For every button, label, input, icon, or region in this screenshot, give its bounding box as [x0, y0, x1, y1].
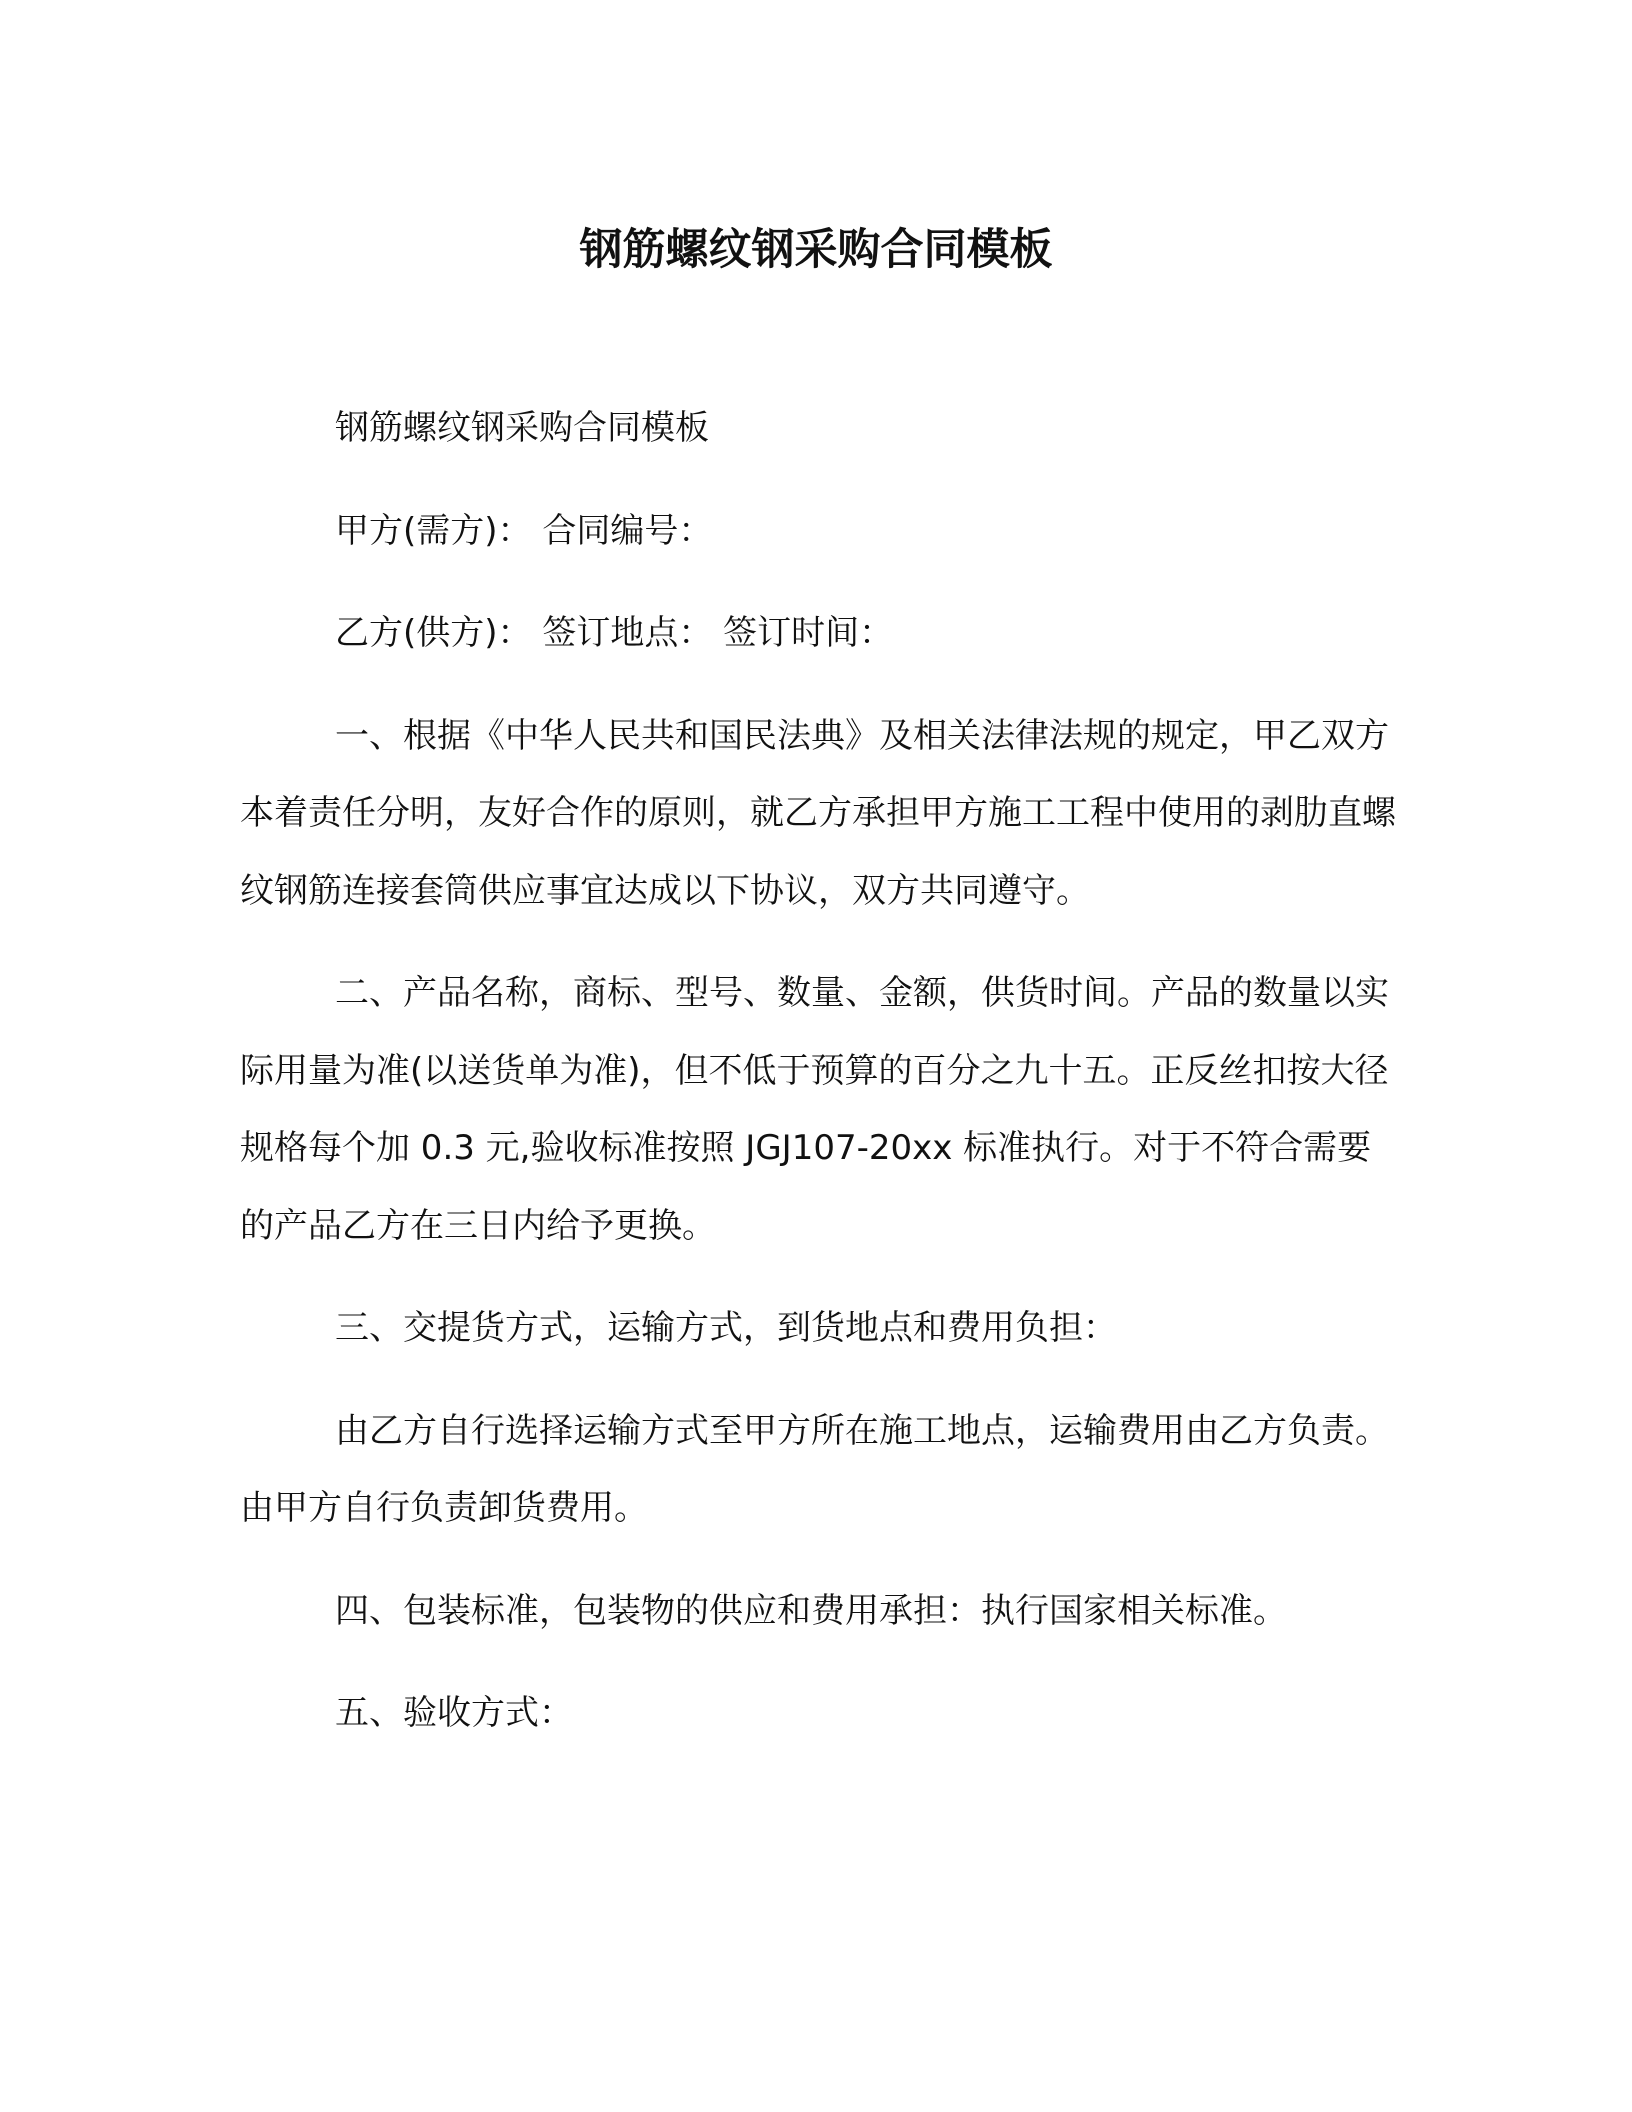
clause-4-paragraph: 四、包装标准，包装物的供应和费用承担：执行国家相关标准。	[335, 1590, 1287, 1631]
clause-3-heading: 三、交提货方式，运输方式，到货地点和费用负担：	[335, 1308, 1117, 1348]
body-heading: 钢筋螺纹钢采购合同模板	[335, 408, 709, 448]
clause-3-paragraph: 由乙方自行选择运输方式至甲方所在施工地点，运输费用由乙方负责。由甲方自行负责卸货费用。	[240, 1410, 1389, 1528]
party-b-line: 乙方(供方)： 签订地点： 签订时间：	[335, 613, 894, 653]
clause-1-paragraph: 一、根据《中华人民共和国民法典》及相关法律法规的规定，甲乙双方本着责任分明，友好合作的原则，就乙方承担甲方施工工程中使用的剥肋直螺纹钢筋连接套筒供应事宜达成以下协议，双方共同遵守。	[240, 715, 1396, 911]
document-title: 钢筋螺纹钢采购合同模板	[579, 225, 1053, 275]
clause-5-heading: 五、验收方式：	[335, 1693, 573, 1733]
party-a-line: 甲方(需方)： 合同编号：	[335, 510, 713, 551]
document-body	[240, 390, 1405, 1753]
clause-2-paragraph: 二、产品名称，商标、型号、数量、金额，供货时间。产品的数量以实际用量为准(以送货单为准)，但不低于预算的百分之九十五。正反丝扣按大径规格每个加 0.3 元,验收标准按照 JGJ107-20xx 标准执行。对于不符合需要的产品乙方在三日内给予更换。	[240, 973, 1389, 1246]
